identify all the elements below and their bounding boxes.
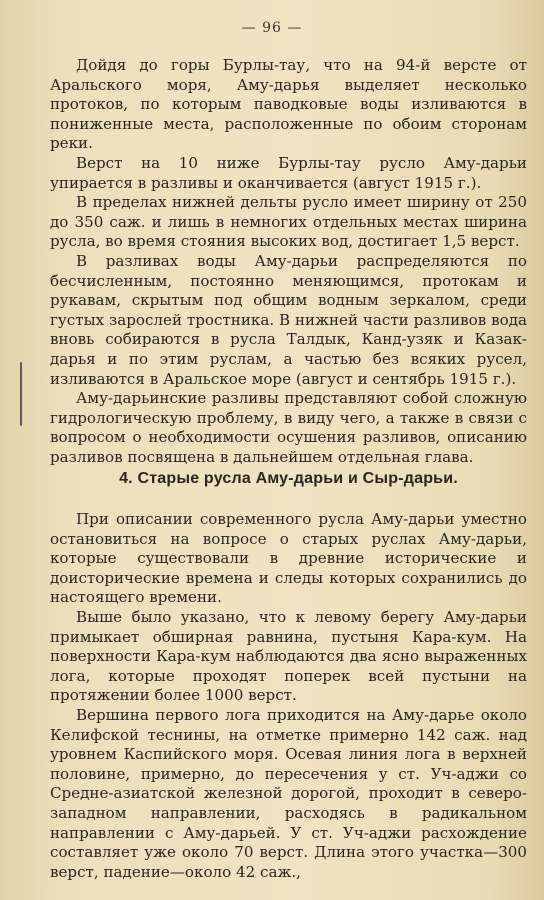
text-section-b bbox=[50, 510, 527, 882]
paragraph: При описании современного русла Аму-дарьи уместно остановиться на вопросе о старых руслах Аму-дарьи, которые существовали в древние исторические и доисторические времена и следы которых сохранились до настоящего времени. bbox=[50, 510, 527, 607]
paragraph: Выше было указано, что к левому берегу Аму-дарьи примыкает обширная равнина, пустыня Кара-кум. На поверхности Кара-кум наблюдаются два ясно выраженных лога, которые проходят поперек всей пустыни на протяжении более 1000 верст. bbox=[50, 607, 527, 705]
paragraph: В разливах воды Аму-дарьи распределяются по бесчисленным, постоянно меняющимся, протокам и рукавам, скрытым под общим водным зеркалом, среди густых зарослей тростника. В нижней части разливов вода вновь собираются в русла Талдык, Канд-узяк и Казак-дарья и по этим руслам, а частью без всяких русел, изливаются в Аральское море (август и сентябрь 1915 г.). bbox=[50, 251, 527, 388]
paragraph: Дойдя до горы Бурлы-тау, что на 94-й версте от Аральского моря, Аму-дарья выделяет несколько протоков, по которым паводковые воды изливаются в пониженные места, расположенные по обоим сторонам реки. bbox=[50, 56, 527, 153]
margin-pencil-mark bbox=[20, 362, 22, 426]
page-number: — 96 — bbox=[241, 20, 303, 36]
paragraph: Вершина первого лога приходится на Аму-дарье около Келифской теснины, на отметке примерно 142 саж. над уровнем Каспийского моря. Осевая линия лога в верхней половине, примерно, до пересечения у ст. Уч-аджи со Средне-азиатской железной дорогой, проходит в северо-западном направлении, расходясь в радикальном направлении с Аму-дарьей. У ст. Уч-аджи расхождение составляет уже около 70 верст. Длина этого участка—300 верст, падение—около 42 саж., bbox=[50, 705, 527, 881]
paragraph: Верст на 10 ниже Бурлы-тау русло Аму-дарьи упирается в разливы и оканчивается (август 1915 г.). bbox=[50, 153, 527, 192]
text-section-a bbox=[50, 56, 527, 467]
paragraph: Аму-дарьинские разливы представляют собой сложную гидрологическую проблему, в виду чего, а также в связи с вопросом о необходимости осушения разливов, описанию разливов посвящена в дальнейшем отдельная глава. bbox=[50, 389, 527, 466]
paragraph: В пределах нижней дельты русло имеет ширину от 250 до 350 саж. и лишь в немногих отдельных местах ширина русла, во время стояния высоких вод, достигает 1,5 верст. bbox=[50, 193, 527, 251]
section-heading: 4. Старые русла Аму-дарьи и Сыр-дарьи. bbox=[119, 470, 458, 487]
